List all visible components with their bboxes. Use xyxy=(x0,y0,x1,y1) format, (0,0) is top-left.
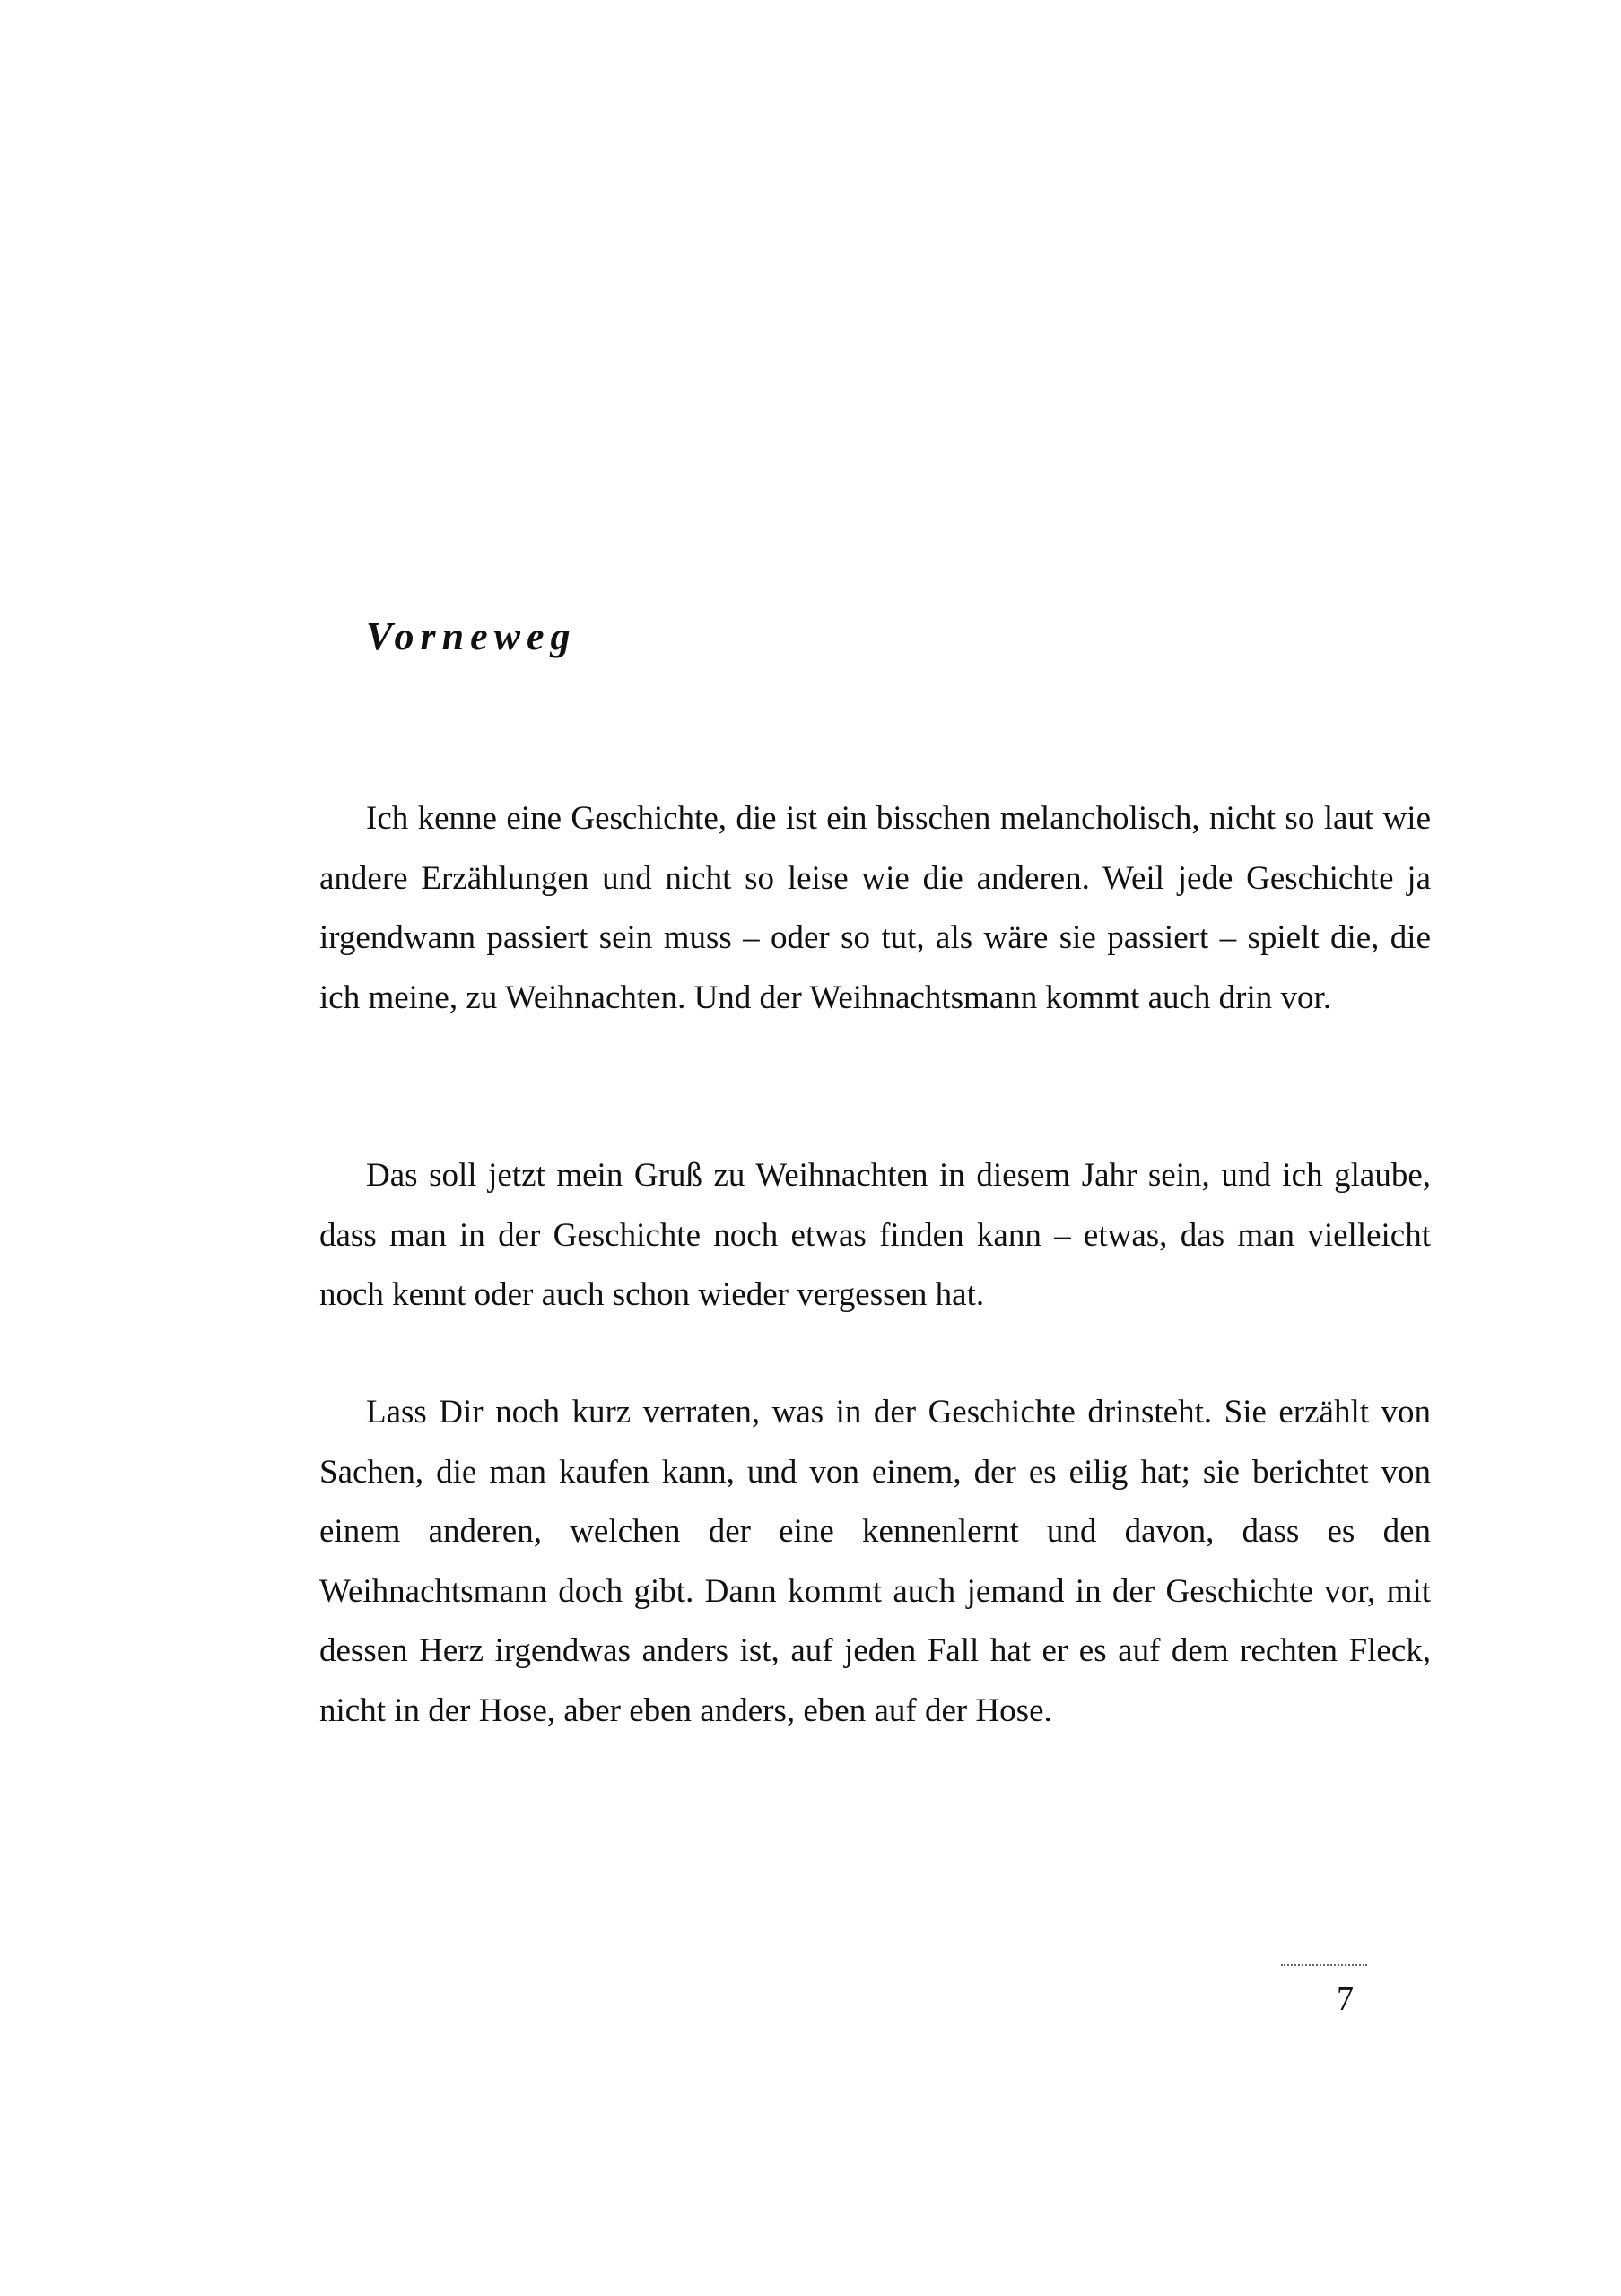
paragraph: Lass Dir noch kurz verraten, was in der Geschichte drinsteht. Sie erzählt von Sachen, die man kaufen kann, und von einem, der es eilig hat; sie berichtet von einem anderen, welchen der eine kennenlernt und davon, dass es den Weihnachtsmann doch gibt. Dann kommt auch jemand in der Geschichte vor, mit dessen Herz irgendwas anders ist, auf jeden Fall hat er es auf dem rechten Fleck, nicht in der Hose, aber eben anders, eben auf der Hose. xyxy=(319,1394,1431,1729)
page-title: Vorneweg xyxy=(366,614,577,658)
paragraph: Das soll jetzt mein Gruß zu Weihnachten in diesem Jahr sein, und ich glaube, dass man in der Geschichte noch etwas finden kann – etwas, das man vielleicht noch kennt oder auch schon wieder vergessen hat. xyxy=(319,1157,1431,1313)
page-number: 7 xyxy=(1337,1980,1354,2018)
paragraph: Ich kenne eine Geschichte, die ist ein bisschen melancholisch, nicht so laut wie andere Erzählungen und nicht so leise wie die anderen. Weil jede Geschichte ja irgendwann passiert sein muss – oder so tut, als wäre sie passiert – spielt die, die ich meine, zu Weihnachten. Und der Weihnachtsmann kommt auch drin vor. xyxy=(319,800,1431,1016)
folio-dotted-rule xyxy=(1281,1964,1367,1966)
